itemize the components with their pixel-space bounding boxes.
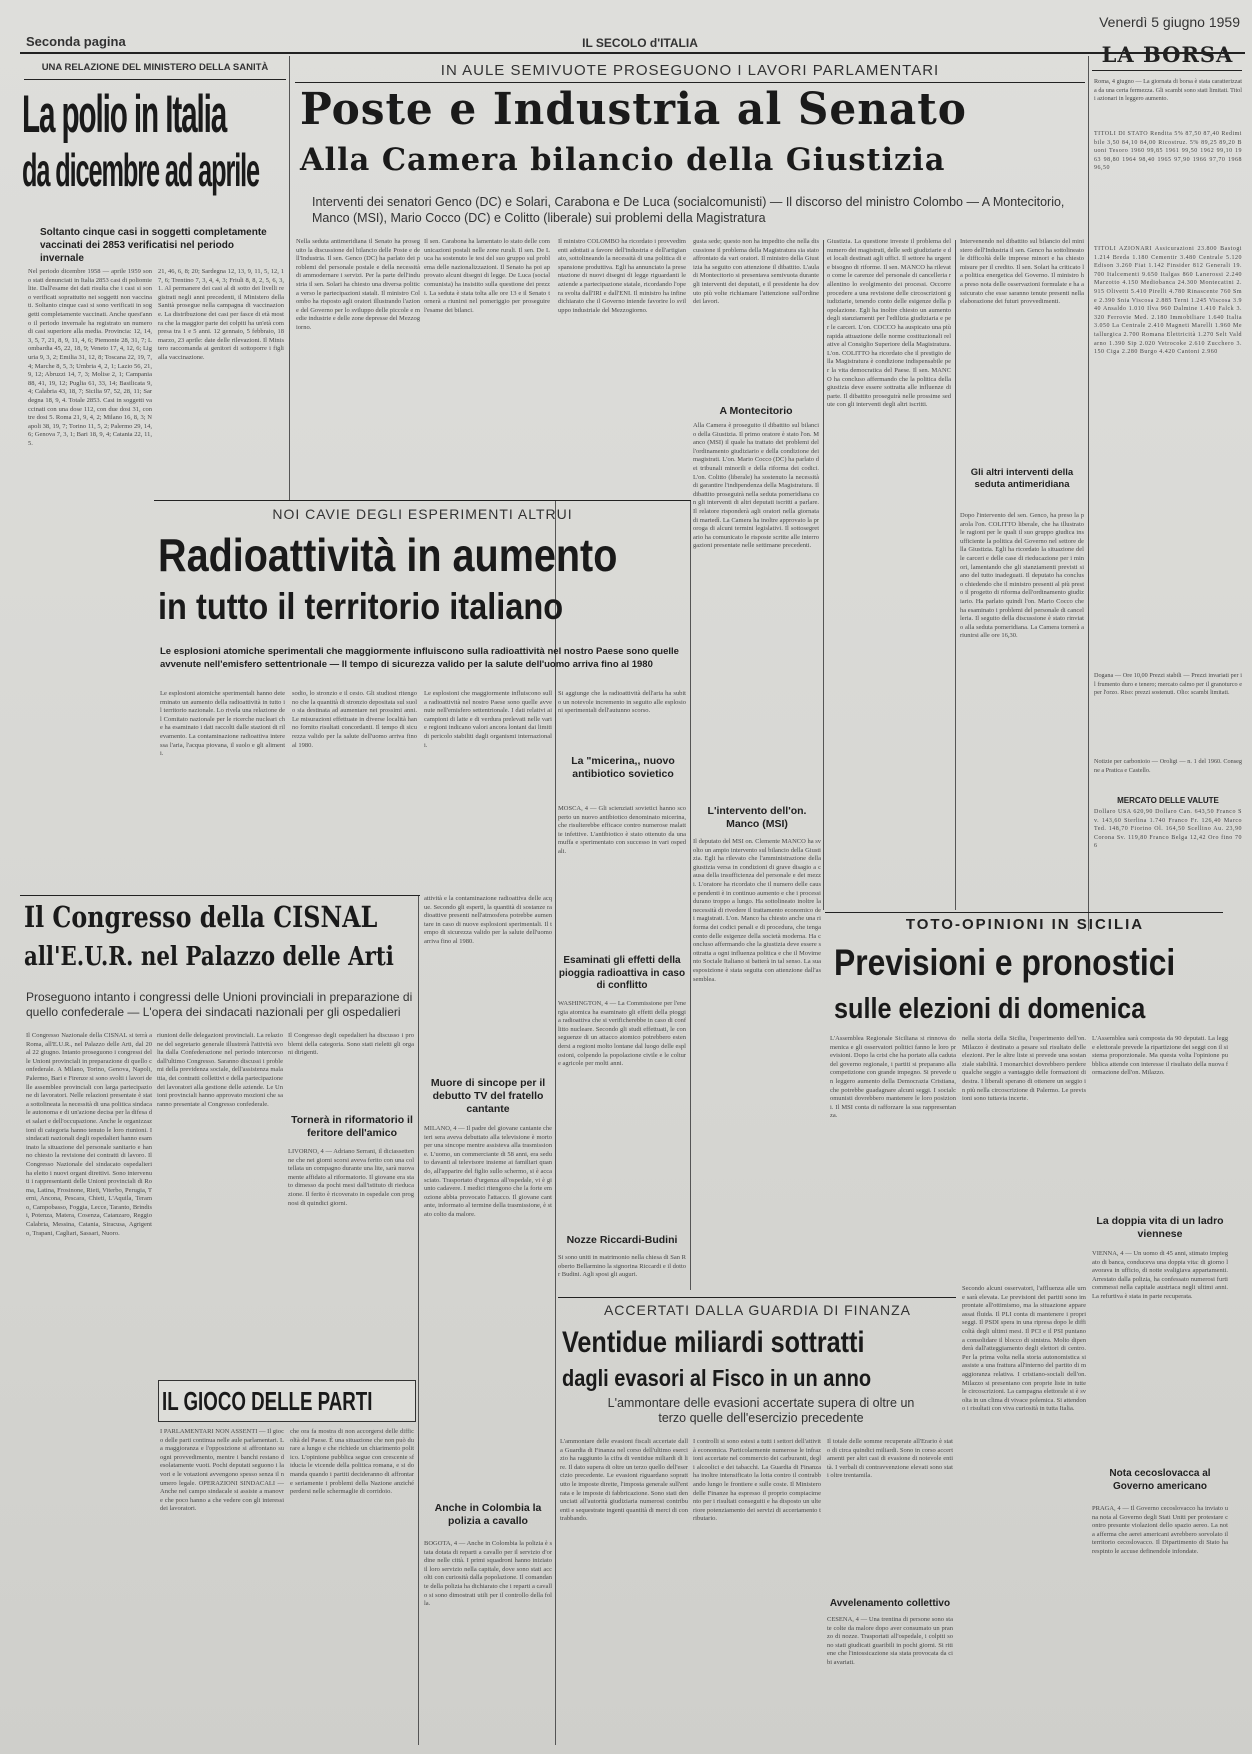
senate-body-col8: Dopo l'intervento del sen. Genco, ha preso la parola l'on. COLITTO liberale, che ha illustrato le ragioni per le quali il suo gruppo giudica insufficiente la politica del Governo nel settore della Giustizia. Egli ha ricordato la situazione delle carceri e delle case di rieducazione per i minori, lamentando che gli stanziamenti previsti siano del tutto inadeguati. Il deputato ha concluso chiedendo che il ministro presenti al più presto il progetto di riforma dell'ordinamento giudiziario. Ha parlato quindi l'on. Mario Cocco che ha esaminato i problemi del personale di cancelleria. Il seguito della discussione è stato rinviato alla seduta pomeridiana. La Camera tornerà a riunirsi alle ore 16,30. (960, 512, 1084, 640)
finanza-summary: L'ammontare delle evasioni accertate supera di oltre un terzo quelle dell'esercizio precedente (607, 1396, 915, 1425)
sicilia-body-col3: L'Assemblea sarà composta da 90 deputati. La legge elettorale prevede la ripartizione dei seggi con il sistema proporzionale. Ma questa volta l'opinione pubblica attende con interesse il risultato della nuova formazione dell'on. Milazzo. (1092, 1035, 1228, 1077)
polio-body-col1: Nel periodo dicembre 1958 — aprile 1959 sono stati denunciati in Italia 2853 casi di poliomielite. Dall'esame dei dati risulta che i casi si sono verificati soprattutto nei soggetti non vaccinati. Soltanto cinque casi si sono verificati in soggetti completamente vaccinati. Anche quest'anno il periodo invernale ha registrato un numero di casi superiore alla media. Provincia: 12, 14, 3, 5, 7, 21, 8, 9, 11, 4, 6; Piemonte 28, 31, 7; Lombardia 45, 22, 18, 9; Veneto 17, 4, 12, 6; Liguria 9, 3, 2; Emilia 31, 12, 8; Toscana 22, 19, 7, 4; Marche 8, 5, 3; Umbria 4, 2, 1; Lazio 56, 21, 9, 12; Abruzzi 14, 7, 3; Molise 2, 1; Campania 88, 41, 19, 12; Puglia 61, 33, 14; Basilicata 9, 4; Calabria 43, 18, 7; Sicilia 97, 52, 28, 11; Sardegna 18, 9, 4. Totale 2853. Casi in soggetti vaccinati con una dose 112, con due dosi 31, con tre dosi 5. Roma 21, 9, 4, 2; Milano 16, 8, 3; Napoli 38, 19, 7; Torino 11, 5, 2; Palermo 29, 14, 6; Genova 7, 3, 1; Bari 18, 9, 4; Catania 22, 11, 5. (28, 268, 152, 447)
pioggia-body: WASHINGTON, 4 — La Commissione per l'energia atomica ha esaminato gli effetti della pioggia radioattiva che si verificherebbe in caso di conflitto nucleare. Secondo gli studi effettuati, le conseguenze di un attacco atomico potrebbero estendersi a regioni molto lontane dal luogo delle esplosioni, colpendo la popolazione civile e le colture agricole per molti anni. (558, 1000, 686, 1068)
section-rule (825, 912, 1223, 913)
finanza-title-line2: dagli evasori al Fisco in un anno (562, 1365, 872, 1391)
other-interventions-subhead: Gli altri interventi della seduta antimeridiana (970, 467, 1074, 490)
column-rule (289, 56, 290, 501)
riformatorio-title: Tornerà in riformatorio il feritore dell'amico (291, 1114, 413, 1139)
finanza-body-col1: L'ammontare delle evasioni fiscali accertate dalla Guardia di Finanza nel corso dell'ultimo esercizio ha raggiunto la cifra di ventidue miliardi di lire. Il dato supera di oltre un terzo quello dell'esercizio precedente. Le evasioni riguardano soprattutto le imposte dirette, l'imposta generale sull'entrata e le imposte di fabbricazione. Sono stati denunciati all'autorità giudiziaria numerosi contribuenti e sequestrate ingenti quantità di merci di contrabbando. (560, 1438, 688, 1523)
borsa-title: LA BORSA (1101, 42, 1234, 67)
senate-body-col1: Nella seduta antimeridiana il Senato ha proseguito la discussione del bilancio delle Poste e dell'Industria. Il sen. Genco (DC) ha parlato dei problemi del personale postale e della necessità di ammodernare i servizi. Per la parte dell'industria il sen. Solari ha chiesto una diversa politica verso le partecipazioni statali. Il ministro Colombo ha risposto agli oratori illustrando l'azione del Governo per lo sviluppo delle piccole e medie industrie e delle zone depresse del Mezzogiorno. (296, 238, 420, 331)
radio-body-col1: Le esplosioni atomiche sperimentali hanno determinato un aumento della radioattività in tutto il territorio nazionale. Lo rivela una relazione del Comitato nazionale per le ricerche nucleari che ha esaminato i dati raccolti dalle stazioni di rilevamento. La contaminazione radioattiva interessa l'aria, l'acqua piovana, il suolo e gli alimenti. (160, 690, 285, 758)
nozze-body: Si sono uniti in matrimonio nella chiesa di San Roberto Bellarmino la signorina Riccardi e il dottor Budini. Agli sposi gli auguri. (558, 1254, 686, 1279)
micerina-body: MOSCA, 4 — Gli scienziati sovietici hanno scoperto un nuovo antibiotico denominato micerina, che risulterebbe efficace contro numerose malattie infettive. L'antibiotico è stato ottenuto da una muffa e sperimentato con successo in vari ospedali. (558, 805, 686, 855)
issue-date: Venerdì 5 giugno 1959 (1099, 14, 1240, 30)
senate-body-col4: gusta sede; questo non ha impedito che nella discussione il problema della Magistratura sia stato affrontato da vari oratori. Il ministro della Giustizia ha seguito con attenzione il dibattito. L'aula di Montecitorio si presentava semivuota durante gli interventi dei deputati, e il presidente ha dovuto più volte richiamare l'attenzione sull'ordine dei lavori. (693, 238, 819, 306)
senate-body-col2: Il sen. Carabona ha lamentato lo stato delle comunicazioni postali nelle zone rurali. Il sen. De Luca ha sostenuto le tesi del suo gruppo sul problema delle nazionalizzazioni. Il Senato ha poi approvato alcuni disegni di legge. De Luca (socialcomunista) ha insistito sulla questione dei prezzi. La seduta è stata tolta alle ore 13 e il Senato tornerà a riunirsi nel pomeriggio per proseguire l'esame dei bilanci. (424, 238, 550, 314)
borsa-valute-subhead: MERCATO DELLE VALUTE (1117, 796, 1219, 805)
column-rule (823, 240, 824, 910)
sicilia-kicker: TOTO-OPINIONI IN SICILIA (905, 916, 1145, 933)
section-rule (558, 1297, 956, 1298)
cisnal-body-col1: Il Congresso Nazionale della CISNAL si terrà a Roma, all'E.U.R., nel Palazzo delle Arti, dal 20 al 22 giugno. Intanto proseguono i congressi delle Unioni provinciali in preparazione di quello confederale. A Milano, Torino, Genova, Napoli, Palermo, Bari e Firenze si sono svolti i lavori delle assemblee provinciali con larga partecipazione di lavoratori. Nelle relazioni presentate è stata sottolineata la necessità di una politica sindacale autonoma e di un'azione decisa per la difesa dei salari e dell'occupazione. Anche le organizzazioni di categoria hanno tenuto le loro riunioni. I sindacati nazionali degli ospedalieri hanno esaminato la situazione del personale sanitario e hanno chiesto la revisione dei contratti di lavoro. Il Congresso Nazionale del sindacato ospedalieri ha eletto i nuovi organi direttivi. Sono intervenuti i rappresentanti delle Unioni provinciali di Roma, Latina, Frosinone, Rieti, Viterbo, Perugia, Terni, Ancona, Pescara, Chieti, L'Aquila, Teramo, Campobasso, Foggia, Lecce, Taranto, Brindisi, Potenza, Matera, Cosenza, Catanzaro, Reggio Calabria, Messina, Catania, Siracusa, Agrigento, Trapani, Cagliari, Sassari, Nuoro. (26, 1032, 152, 1237)
newspaper-name: IL SECOLO d'ITALIA (582, 36, 698, 50)
pioggia-title: Esaminati gli effetti della pioggia radioattiva in caso di conflitto (558, 955, 686, 991)
radio-body-col3: Le esplosioni che maggiormente influiscono sulla radioattività nel nostro Paese sono quelle avvenute nell'emisfero settentrionale. I dati relativi ai campioni di latte e di verdura prelevati nelle varie regioni indicano valori ancora lontani dai limiti di pericolo stabiliti dagli organismi internazionali. (424, 690, 552, 749)
polio-summary: Soltanto cinque casi in soggetti completamente vaccinati dei 2853 verificatisi nel periodo invernale (40, 227, 267, 264)
micerina-title: La "micerina,, nuovo antibiotico sovietico (571, 755, 675, 780)
section-rule (154, 500, 691, 501)
senate-kicker: IN AULE SEMIVUOTE PROSEGUONO I LAVORI PARLAMENTARI (440, 62, 940, 79)
borsa-dogana: Dogana — Ore 10,00 Prezzi stabili — Prezzi invariati per il frumento duro e tenero; mercato calmo per il granoturco e per l'orzo. Riso: prezzi sostenuti. Olio: scambi limitati. (1094, 672, 1242, 697)
senate-title-line2: Alla Camera bilancio della Giustizia (300, 142, 946, 178)
polio-title-line2: da dicembre ad aprile (22, 144, 260, 196)
radio-kicker: NOI CAVIE DEGLI ESPERIMENTI ALTRUI (272, 506, 573, 522)
montecitorio-subhead: A Montecitorio (719, 405, 793, 417)
radio-title-line1: Radioattività in aumento (158, 529, 618, 581)
cisnal-title-line2: all'E.U.R. nel Palazzo delle Arti (24, 942, 394, 972)
column-rule (418, 895, 419, 1745)
column-rule (955, 240, 956, 910)
manco-title: L'intervento dell'on. Manco (MSI) (707, 805, 807, 830)
avvelenamento-body: CESENA, 4 — Una trentina di persone sono state colte da malore dopo aver consumato un pranzo di nozze. Trasportati all'ospedale, i colpiti sono stati giudicati guaribili in pochi giorni. Si ritiene che l'intossicazione sia stata provocata da cibi avariati. (827, 1616, 953, 1666)
radio-title-line2: in tutto il territorio italiano (158, 586, 564, 627)
column-rule (690, 500, 691, 1290)
polio-body-col2: 21, 46, 6, 8; 20; Sardegna 12, 13, 9, 11, 5, 12, 17, 6; Trentino 7, 3, 4, 4, 3; Friuli 8, 8, 2, 5, 6, 3, 1. Al permanere dei casi al di sotto dei livelli registrati negli anni precedenti, il Ministero della Sanità prosegue nella campagna di vaccinazione. La distribuzione dei casi per fasce di età mostra che la maggior parte dei colpiti ha un'età compresa tra 1 e 5 anni. 12 gennaio, 5 febbraio, 18 marzo, 23 aprile: date delle rilevazioni. Il Ministero raccomanda ai genitori di sottoporre i figli alla vaccinazione. (158, 268, 284, 361)
gioco-body-col2: che ora fa mostra di non accorgersi delle difficoltà del Paese. È una situazione che non può durare a lungo e che richiede un chiarimento politico. L'opinione pubblica segue con crescente sfiducia le vicende della politica romana, e si domanda quando i partiti decideranno di affrontare seriamente i problemi della Nazione anziché perdersi nelle schermaglie di corridoio. (290, 1428, 414, 1496)
nota-title: Nota cecoslovacca al Governo americano (1109, 1468, 1211, 1492)
riformatorio-body: LIVORNO, 4 — Adriano Serrani, il diciassettenne che nei giorni scorsi aveva ferito con una coltellata un compagno durante una lite, sarà nuovamente affidato al riformatorio. Il giovane era stato dimesso da pochi mesi dall'istituto di rieducazione. Il ferito è ricoverato in ospedale con prognosi di quindici giorni. (288, 1148, 414, 1207)
colombia-title: Anche in Colombia la polizia a cavallo (434, 1502, 542, 1527)
cisnal-title-line1: Il Congresso della CISNAL (24, 900, 378, 934)
colombia-body: BOGOTA, 4 — Anche in Colombia la polizia è stata dotata di reparti a cavallo per il servizio d'ordine nelle città. I primi squadroni hanno iniziato il loro servizio nella capitale, dove sono stati accolti con curiosità dalla popolazione. Il comandante della polizia ha dichiarato che i reparti a cavallo si sono dimostrati utili per il controllo della folla. (424, 1540, 552, 1608)
finanza-kicker: ACCERTATI DALLA GUARDIA DI FINANZA (603, 1302, 912, 1318)
radio-body-col4: Si aggiunge che la radioattività dell'aria ha subito un notevole incremento in seguito alle esplosioni sperimentali dell'autunno scorso. (558, 690, 686, 715)
borsa-note2: Notizie per carbonioio — Oroligi (1094, 758, 1178, 765)
avvelenamento-title: Avvelenamento collettivo (829, 1598, 951, 1609)
cisnal-body-col2: riunioni delle delegazioni provinciali. La relazione del segretario generale illustrerà l'attività svolta dalla Confederazione nel periodo intercorso dall'ultimo Congresso. Saranno discussi i problemi della previdenza sociale, dell'assistenza malattia, dei contratti collettivi e della partecipazione dei lavoratori alla gestione delle aziende. Le Unioni provinciali hanno approvato mozioni che saranno presentate al Congresso confederale. (157, 1032, 283, 1108)
senate-body-col5: Alla Camera è proseguito il dibattito sul bilancio della Giustizia. Il primo oratore è stato l'on. Manco (MSI) il quale ha trattato dei problemi dell'ordinamento giudiziario e della condizione dei magistrati. L'on. Mario Cocco (DC) ha parlato dei tribunali minorili e della riforma dei codici. L'on. Colitto (liberale) ha sostenuto la necessità di garantire l'indipendenza della Magistratura. Il dibattito proseguirà nella seduta pomeridiana con gli interventi di altri deputati iscritti a parlare. Il relatore risponderà agli oratori nella giornata di martedì. La Camera ha inoltre approvato la proroga di alcuni termini legislativi. Il sottosegretario ha comunicato le risposte scritte alle interrogazioni presentate nelle settimane precedenti. (693, 422, 819, 550)
borsa-rule (1092, 70, 1242, 71)
page-label: Seconda pagina (26, 34, 126, 49)
sincope-body: MILANO, 4 — Il padre del giovane cantante che ieri sera aveva debuttato alla televisione è morto per una sincope mentre assisteva alla trasmissione. L'uomo, un commerciante di 58 anni, era seduto davanti al televisore insieme ai familiari quando, all'apparire del figlio sullo schermo, si è accasciato. Trasportato d'urgenza all'ospedale, vi è giunto cadavere. I medici ritengono che la forte emozione abbia provocato l'attacco. Il giovane cantante, informato al termine della trasmissione, è stato colto da malore. (424, 1125, 552, 1218)
senate-summary: Interventi dei senatori Genco (DC) e Solari, Carabona e De Luca (socialcomunisti) — Il discorso del ministro Colombo — A Montecitorio, Manco (MSI), Mario Cocco (DC) e Colitto (liberale) sui problemi della Magistratura (312, 195, 1065, 225)
borsa-intro: Roma, 4 giugno — La giornata di borsa è stata caratterizzata da una certa fermezza. Gli scambi sono stati limitati. Titoli azionari in leggero aumento. (1094, 78, 1242, 103)
manco-body: Il deputato del MSI on. Clemente MANCO ha svolto un ampio intervento sul bilancio della Giustizia. Egli ha rilevato che l'amministrazione della giustizia versa in condizioni di grave disagio a causa della insufficienza del personale e dei mezzi. L'oratore ha ricordato che il numero delle cause pendenti è in continuo aumento e che i processi durano troppo a lungo. Ha sottolineato inoltre la necessità di rivedere il trattamento economico dei magistrati. L'on. Manco ha chiesto anche una riforma dei codici penali e di procedura, che tenga conto delle esigenze della società moderna. Ha concluso affermando che la giustizia deve essere sottratta a ogni influenza politica e che il Movimento Sociale Italiano si batterà in tal senso. La sua esposizione è stata seguita con attenzione dall'assemblea. (693, 838, 821, 983)
radio-body-col3b: attività e la contaminazione radioattiva delle acque. Secondo gli esperti, la quantità di sostanze radioattive presenti nell'atmosfera potrebbe aumentare in caso di nuove esplosioni sperimentali. Il tempo di sicurezza valido per la salute dell'uomo arriva fino al 1980. (424, 895, 552, 945)
ladro-body: VIENNA, 4 — Un uomo di 45 anni, stimato impiegato di banca, conduceva una doppia vita: di giorno lavorava in ufficio, di notte svaligiava appartamenti. Arrestato dalla polizia, ha confessato numerosi furti commessi nella capitale austriaca negli ultimi anni. La refurtiva è stata in parte recuperata. (1092, 1250, 1228, 1300)
senate-body-col7: Intervenendo nel dibattito sul bilancio del ministero dell'Industria il sen. Genco ha sottolineato le difficoltà delle imprese minori e ha chiesto misure per il credito. Il sen. Solari ha criticato la politica energetica del Governo. Il ministro ha preso nota delle osservazioni formulate e ha assicurato che esse saranno tenute presenti nella elaborazione dei futuri provvedimenti. (960, 238, 1084, 306)
borsa-note1: Dogana — Ore 10,00 Prezzi stabili (1094, 672, 1182, 679)
senate-title-line1: Poste e Industria al Senato (300, 84, 967, 135)
sicilia-title-line2: sulle elezioni di domenica (834, 993, 1146, 1025)
senate-body-col6: Giustizia. La questione investe il problema del numero dei magistrati, delle sedi giudiziarie e dei locali destinati agli uffici. Il settore ha urgente bisogno di riforme. Il sen. MANCO ha rilevato come le carenze del personale di cancelleria rallentino lo svolgimento dei processi. Occorre procedere a una revisione delle circoscrizioni giudiziarie, tenendo conto delle esigenze della popolazione. Egli ha inoltre chiesto un aumento degli stanziamenti per l'edilizia giudiziaria e per le carceri. L'on. COCCO ha auspicato una più rapida attuazione delle norme costituzionali relative al Consiglio Superiore della Magistratura. L'on. COLITTO ha ricordato che il prestigio della Magistratura è condizione indispensabile per la vita democratica del Paese. Il sen. MANCO ha concluso affermando che la politica della giustizia deve essere sottratta alle influenze di parte. Il dibattito proseguirà nelle prossime sedute con gli interventi degli altri iscritti. (827, 238, 951, 409)
section-rule (20, 895, 420, 896)
gioco-title: IL GIOCO DELLE PARTI (162, 1386, 373, 1416)
column-rule (555, 500, 556, 1745)
cisnal-summary: Proseguono intanto i congressi delle Unioni provinciali in preparazione di quello confederale — L'opera dei sindacati nazionali per gli ospedalieri (26, 990, 413, 1019)
borsa-notizie: Notizie per carbonioio — Oroligi — n. 1 del 1960. Consegne a Pratica e Castello. (1094, 758, 1242, 774)
senate-body-col3: Il ministro COLOMBO ha ricordato i provvedimenti adottati a favore dell'industria e dell'artigianato, sottolineando la necessità di una politica di espansione produttiva. Egli ha annunciato la presentazione di nuovi disegni di legge riguardanti le aziende a partecipazione statale, ricordando l'opera svolta dall'IRI e dall'ENI. Il ministro ha infine dichiarato che il Governo intende favorire lo sviluppo industriale del Mezzogiorno. (558, 238, 686, 314)
nota-body: PRAGA, 4 — Il Governo cecoslovacco ha inviato una nota al Governo degli Stati Uniti per protestare contro presunte violazioni dello spazio aereo. La nota afferma che aerei americani avrebbero sorvolato il territorio cecoslovacco. Il Dipartimento di Stato ha respinto le accuse definendole infondate. (1092, 1505, 1228, 1555)
sicilia-body-col1: L'Assemblea Regionale Siciliana si rinnova domenica e gli osservatori politici fanno le loro previsioni. Dopo la crisi che ha portato alla caduta del governo regionale, i partiti si preparano alla competizione con grande impegno. Si prevede un leggero aumento della Democrazia Cristiana, che potrebbe guadagnare alcuni seggi. I socialcomunisti dovrebbero mantenere le loro posizioni. Il MSI conta di rafforzare la sua rappresentanza. (830, 1035, 956, 1120)
sicilia-body-col2: nella storia della Sicilia, l'esperimento dell'on. Milazzo è destinato a pesare sul risultato delle elezioni. Per le altre liste si prevede una sostanziale stabilità. I monarchici dovrebbero perdere qualche seggio a vantaggio delle formazioni di destra. I liberali sperano di ottenere un seggio in più nella circoscrizione di Palermo. Le previsioni sono tuttavia incerte. (962, 1035, 1086, 1103)
borsa-table-1: TITOLI DI STATO Rendita 5% 87,50 87,40 Redimibile 3,50 84,10 84,00 Ricostruz. 5% 89,25 89,20 Buoni Tesoro 1960 99,85 1961 99,50 1962 99,10 1963 98,80 1964 98,40 1965 97,90 1966 97,70 1968 96,50 (1094, 131, 1242, 172)
borsa-valute: Dollaro USA 620,90 Dollaro Can. 643,50 Franco Sv. 143,60 Sterlina 1.740 Franco Fr. 126,40 Marco Ted. 148,70 Fiorino Ol. 164,50 Scellino Au. 23,90 Corona Sv. 119,80 Franco Belga 12,42 Oro fino 706 (1094, 809, 1242, 850)
column-rule (1088, 56, 1089, 931)
radio-summary: Le esplosioni atomiche sperimentali che maggiormente influiscono sulla radioattività nel nostro Paese sono quelle avvenute nell'emisfero settentrionale — Il tempo di sicurezza valido per la salute dell'uomo arriva fino al 1980 (160, 646, 679, 670)
polio-kicker: UNA RELAZIONE DEL MINISTERO DELLA SANITÀ (41, 62, 269, 73)
finanza-title-line1: Ventidue miliardi sottratti (562, 1326, 865, 1359)
borsa-table-2: TITOLI AZIONARI Assicurazioni 23.800 Bastogi 1.214 Breda 1.180 Cementir 3.480 Centrale 5.120 Edison 3.260 Fiat 1.142 Finsider 812 Generali 19.700 Italcementi 9.650 Italgas 860 Lanerossi 2.240 Marzotto 4.150 Mediobanca 24.300 Montecatini 2.915 Olivetti 5.410 Pirelli 4.780 Rinascente 760 Sme 2.390 Snia Viscosa 2.885 Terni 1.245 Viscosa 3.940 Ansaldo 1.010 Ilva 960 Dalmine 1.410 Falck 3.320 Ferrovie Med. 2.180 Immobiliare 1.640 Italia 3.050 La Centrale 2.410 Magneti Marelli 1.960 Metallurgica 2.700 Romana Elettricità 1.270 Selt Valdarno 1.390 Sip 2.020 Vetrocoke 2.610 Zucchero 3.150 Ciga 2.280 Burgo 4.420 Cantoni 2.960 (1094, 246, 1242, 356)
gioco-body-col1: I PARLAMENTARI NON ASSENTI — Il gioco delle parti continua nelle aule parlamentari. La maggioranza e l'opposizione si affrontano su ogni provvedimento, mentre i banchi restano desolatamente vuoti. Pochi deputati seguono i lavori e le votazioni avvengono spesso senza il numero legale. OPERAZIONI SINDACALI — Anche nel campo sindacale si assiste a manovre che poco hanno a che vedere con gli interessi dei lavoratori. (160, 1428, 284, 1513)
finanza-body-col2: I controlli si sono estesi a tutti i settori dell'attività economica. Particolarmente numerose le infrazioni accertate nel commercio dei carburanti, degli alcoolici e dei tabacchi. La Guardia di Finanza ha inoltre intensificato la lotta contro il contrabbando lungo le frontiere e sulle coste. Il Ministero delle Finanze ha espresso il proprio compiacimento per i risultati conseguiti e ha disposto un ulteriore potenziamento dei servizi di accertamento tributario. (693, 1438, 821, 1523)
sicilia-body-col2b: Secondo alcuni osservatori, l'affluenza alle urne sarà elevata. Le previsioni dei partiti sono improntate all'ottimismo, ma la situazione appare assai fluida. Il PLI conta di mantenere i propri seggi. Il PSDI spera in una ripresa dopo le difficoltà degli ultimi mesi. Il PCI e il PSI puntano a consolidare il blocco di sinistra. Molto dipenderà dall'atteggiamento degli elettori di centro. Per la prima volta nella storia autonomistica si assiste a una frattura all'interno del partito di maggioranza relativa. I cristiano-sociali dell'on. Milazzo si presentano con proprie liste in tutte le circoscrizioni. La campagna elettorale si è svolta in un clima di vivace polemica. Si attendono i risultati con viva curiosità in tutta Italia. (962, 1285, 1086, 1413)
sicilia-title-line1: Previsioni e pronostici (834, 942, 1176, 983)
finanza-body-col3: Il totale delle somme recuperate all'Erario è stato di circa quindici miliardi. Sono in corso accertamenti per altri casi di evasione di notevole entità. I verbali di contravvenzione elevati sono stati oltre trentamila. (827, 1438, 953, 1480)
cisnal-body-col3: Il Congresso degli ospedalieri ha discusso i problemi della categoria. Sono stati rieletti gli organi dirigenti. (288, 1032, 414, 1057)
kicker-rule (24, 79, 286, 80)
masthead-rule (20, 52, 1245, 54)
polio-title-line1: La polio in Italia (22, 85, 227, 144)
ladro-title: La doppia vita di un ladro viennese (1096, 1215, 1224, 1240)
kicker-rule (295, 82, 1085, 83)
radio-body-col2: sodio, lo stronzio e il cesio. Gli studiosi ritengono che la quantità di stronzio depositata sul suolo sia destinata ad aumentare nei prossimi anni. Le misurazioni effettuate in diverse località hanno fornito risultati concordanti. Il tempo di sicurezza valido per la salute dell'uomo arriva fino al 1980. (292, 690, 417, 749)
sincope-title: Muore di sincope per il debutto TV del fratello cantante (430, 1077, 546, 1115)
nozze-title: Nozze Riccardi-Budini (566, 1234, 678, 1246)
